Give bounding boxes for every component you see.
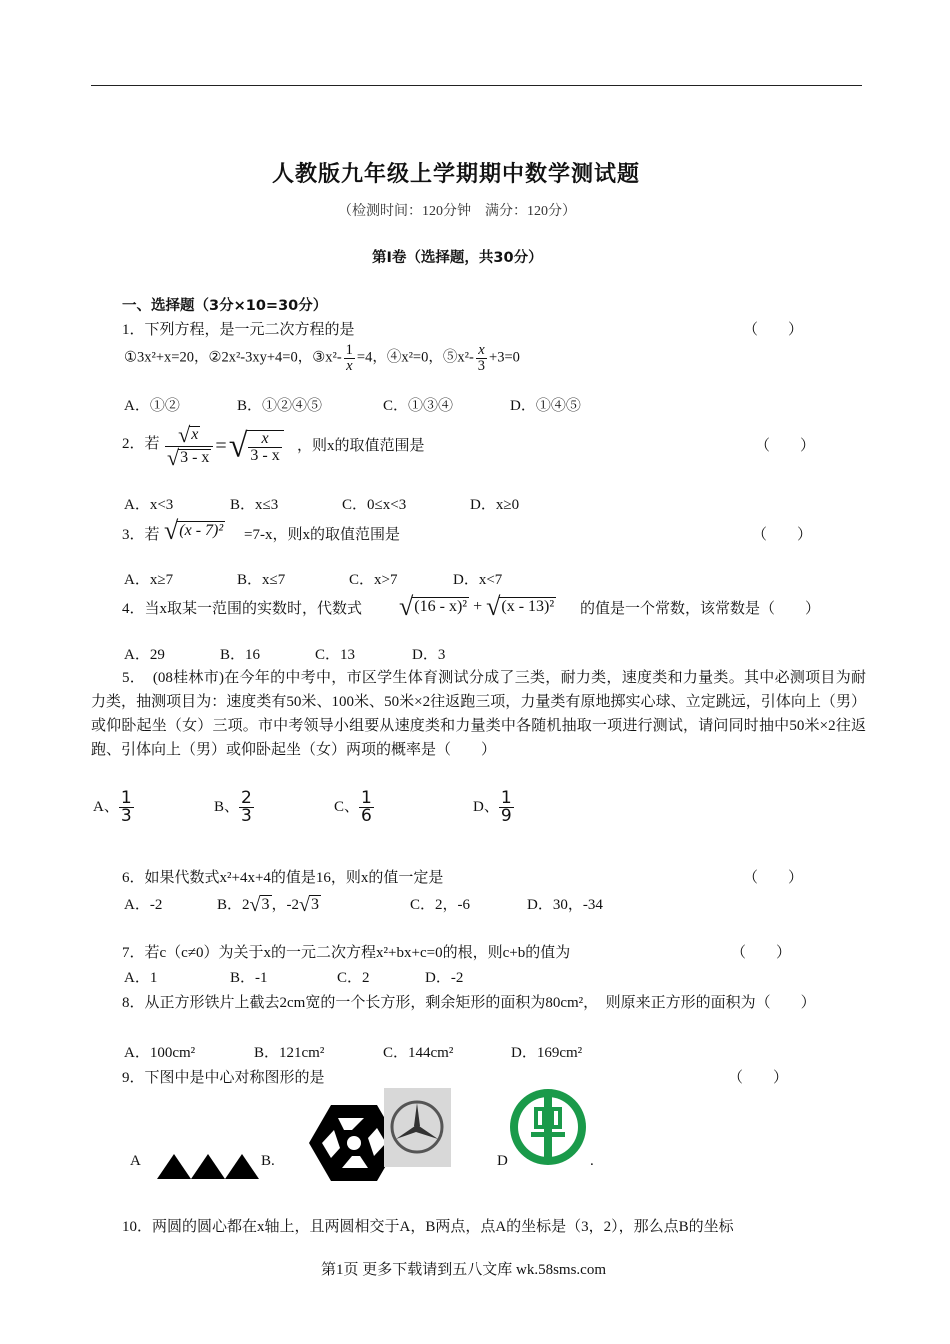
q7-option-b: B．-1 — [230, 970, 268, 986]
q3-answer-bracket: （ ） — [752, 527, 813, 543]
q5-a-den: 3 — [120, 806, 132, 826]
q5-option-b-label: B、 — [214, 798, 240, 815]
q2-suffix: ，则x的取值范围是 — [297, 438, 425, 454]
q6-option-b-radical-2: 3 — [310, 896, 319, 913]
q8-option-d: D．169cm² — [511, 1045, 583, 1061]
q9-stem: 9．下图中是中心对称图形的是 — [122, 1070, 325, 1086]
q1-option-a: A．①② — [124, 398, 180, 414]
q8-option-b: B．121cm² — [254, 1045, 325, 1061]
q5-option-a — [93, 790, 134, 825]
q7-option-d: D．-2 — [425, 970, 464, 986]
q1-items-part2: =4，④x²=0，⑤x²- — [356, 349, 474, 366]
q2-lhs-fraction — [165, 424, 213, 469]
q5-a-num: 1 — [120, 788, 132, 808]
q4-radicand-1: (16 - x)² — [414, 597, 468, 615]
q1-items — [124, 343, 520, 373]
q2-prefix: 2．若 — [122, 436, 160, 452]
q5-option-b-fraction — [239, 790, 254, 825]
q2-equation: $\frac{√x}{√3 - x}$ =√ $\frac{x}{3 - x}$ — [165, 424, 284, 469]
q9-trailing-dot: . — [590, 1153, 594, 1169]
q2-lhs-den-text: 3 - x — [180, 448, 210, 466]
q5-option-c — [334, 790, 374, 825]
q3-option-c: C．x>7 — [349, 572, 398, 588]
q5-option-d — [473, 790, 514, 825]
q7-option-a: A．1 — [124, 970, 158, 986]
q2-equals: = — [215, 435, 227, 457]
q2-option-a: A．x<3 — [124, 497, 174, 513]
exam-info: （检测时间：120分钟 满分：120分） — [338, 204, 576, 219]
q1-frac2-num: x — [478, 342, 485, 358]
q2-answer-bracket: （ ） — [755, 438, 816, 454]
q4-prefix: 4．当x取某一范围的实数时，代数式 — [122, 601, 363, 617]
q2-option-d: D．x≥0 — [470, 497, 520, 513]
q6-answer-bracket: （ ） — [743, 870, 804, 886]
q7-stem: 7．若c（c≠0）为关于x的一元二次方程x²+bx+c=0的根，则c+b的值为 — [122, 945, 571, 961]
q5-b-den: 3 — [241, 806, 252, 826]
q4-option-a: A．29 — [124, 647, 165, 663]
q5-option-a-label: A、 — [93, 798, 119, 815]
q5-option-d-label: D、 — [473, 798, 499, 815]
q3-suffix: =7-x，则x的取值范围是 — [244, 527, 400, 543]
q4-plus: + — [473, 597, 483, 615]
page-footer: 第1页 更多下载请到五八文库 wk.58sms.com — [321, 1262, 607, 1278]
q5-text: 5． (08桂林市)在今年的中考中，市区学生体育测试分成了三类，耐力类，速度类和力量类。其中必测项目为耐力类，抽测项目为：速度类有50米、100米、50米×2往返跑三项，力量类有原地掷实心球、立定跳远，引体向上（男）或仰卧起坐（女）三项。市中考领导小组要从速度类和力量类中各随机抽取一项进行测试，请问同时抽中50米×2往返跑、引体向上（男）或仰卧起坐（女）两项的概率是（ ） — [91, 670, 866, 758]
q1-fraction-2 — [476, 343, 487, 373]
q8-stem: 8．从正方形铁片上截去2cm宽的一个长方形，剩余矩形的面积为80cm²， 则原来正方形的面积为（ ） — [122, 995, 816, 1011]
q4-expression: √(16 - x)² + √(x - 13)² — [399, 592, 555, 621]
q6-option-c: C．2，-6 — [410, 897, 471, 913]
q3-prefix: 3．若 — [122, 527, 160, 543]
q5-option-d-fraction — [499, 790, 514, 825]
q4-option-b: B．16 — [220, 647, 261, 663]
q8-option-a: A．100cm² — [124, 1045, 196, 1061]
q1-fraction-1 — [344, 343, 355, 373]
q4-option-c: C．13 — [315, 647, 356, 663]
q4-suffix: 的值是一个常数，该常数是（ ） — [580, 601, 821, 617]
q1-frac2-den: 3 — [477, 357, 486, 374]
q5-c-den: 6 — [361, 806, 372, 826]
q6-option-a: A．-2 — [124, 897, 163, 913]
q6-stem: 6．如果代数式x²+4x+4的值是16，则x的值一定是 — [122, 870, 444, 886]
q2-rhs-num: x — [261, 429, 269, 447]
q2-option-b: B．x≤3 — [230, 497, 279, 513]
q3-option-a: A．x≥7 — [124, 572, 174, 588]
q7-option-c: C．2 — [337, 970, 370, 986]
q5-c-num: 1 — [361, 788, 372, 808]
q1-option-b: B．①②④⑤ — [237, 398, 323, 414]
q5-option-a-fraction — [119, 790, 134, 825]
q2-lhs-num-text: x — [191, 425, 199, 443]
q2-rhs-den: 3 - x — [250, 446, 280, 464]
q9-answer-bracket: （ ） — [728, 1070, 789, 1086]
q1-option-c: C．①③④ — [383, 398, 454, 414]
mercedes-star-figure — [384, 1088, 451, 1167]
q10-stem: 10．两圆的圆心都在x轴上，且两圆相交于A，B两点，点A的坐标是（3，2），那么点B的坐标 — [122, 1219, 734, 1235]
q3-option-d: D．x<7 — [453, 572, 503, 588]
header-rule — [91, 85, 862, 86]
q9-option-b-label: B. — [261, 1153, 275, 1169]
q1-items-part3: +3=0 — [489, 349, 520, 366]
q5-d-num: 1 — [500, 788, 512, 808]
q5-option-c-fraction — [359, 790, 374, 825]
q9-option-d-label: D — [497, 1153, 508, 1169]
q8-option-c: C．144cm² — [383, 1045, 454, 1061]
q5-option-b — [214, 790, 254, 825]
q1-frac1-num: 1 — [345, 342, 353, 358]
q2-lhs-den: √3 - x — [165, 446, 213, 469]
q1-stem: 1．下列方程，是一元二次方程的是 — [122, 322, 355, 338]
q4-option-d: D．3 — [412, 647, 446, 663]
q6-option-b: B．2√3 ，-2√3 — [217, 894, 319, 917]
q1-items-part1: ①3x²+x=20，②2x²-3xy+4=0，③x²- — [124, 349, 342, 366]
triangles-figure — [157, 1154, 259, 1180]
q1-answer-bracket: （ ） — [743, 322, 804, 338]
q1-option-d: D．①④⑤ — [510, 398, 581, 414]
q9-option-a-label: A — [130, 1153, 141, 1169]
q5-d-den: 9 — [500, 806, 512, 826]
q7-answer-bracket: （ ） — [731, 945, 792, 961]
part-heading: 第Ⅰ卷（选择题，共30分） — [372, 250, 543, 266]
q3-radicand: (x - 7)² — [179, 521, 224, 539]
q2-lhs-num: √x — [178, 422, 199, 447]
q3-radical: √(x - 7)² — [164, 516, 224, 545]
q6-option-b-part1: B．2 — [217, 897, 250, 913]
section-heading: 一、选择题（3分×10=30分） — [122, 298, 328, 314]
q3-option-b: B．x≤7 — [237, 572, 286, 588]
q5-b-num: 2 — [241, 788, 252, 808]
q6-option-d: D．30，-34 — [527, 897, 603, 913]
q1-frac1-den: x — [344, 358, 355, 374]
q5-option-c-label: C、 — [334, 798, 360, 815]
page-title: 人教版九年级上学期期中数学测试题 — [272, 162, 641, 187]
q6-option-b-radical-1: 3 — [261, 896, 270, 913]
q4-radicand-2: (x - 13)² — [501, 597, 555, 615]
q2-rhs-fraction — [246, 430, 283, 464]
q2-option-c: C．0≤x<3 — [342, 497, 407, 513]
q6-option-b-part2: ，-2 — [271, 897, 299, 913]
bank-logo-figure — [507, 1087, 589, 1167]
